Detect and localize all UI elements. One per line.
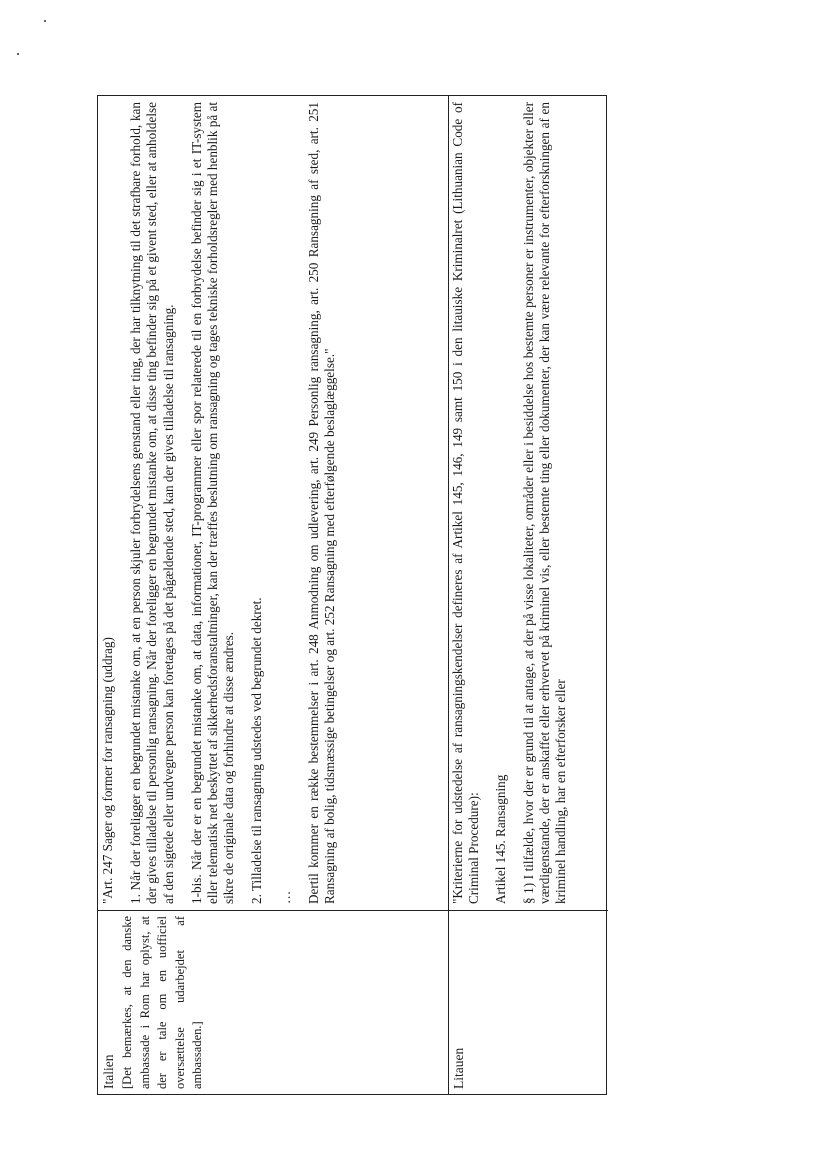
paragraph-2: 2. Tilladelse til ransagning udstedes ved begrundet dekret.	[249, 597, 265, 904]
law-text-cell	[98, 96, 448, 910]
country-name: Italien	[101, 1054, 116, 1089]
law-text-cell	[448, 96, 608, 910]
country-cell	[98, 910, 448, 1094]
table-row-litauen	[448, 96, 608, 1094]
article-heading: "Art. 247 Sager og former for ransagning (uddrag)	[100, 637, 115, 904]
paragraph-1-bis: 1-bis. Når der er en begrundet mistanke om, at data, informationer, IT-programmer eller spor relaterede til en forbrydelse befinder sig i et IT-system eller telematisk net beskyttet af sikkerhedsforanstaltninger, kan der træffes beslutning om ransagning og tages tekniske forholdsregler med henblik på at sikre de originale data og forhindre at disse ændres.	[188, 102, 237, 904]
translation-note: [Det bemærkes, at den danske ambassade i Rom har oplyst, at der er tale om en uofficiel oversættelse udarbejdet af ambassaden.]	[120, 916, 204, 1089]
country-name: Litauen	[451, 1047, 466, 1089]
country-cell	[448, 910, 608, 1094]
ellipsis: …	[277, 890, 293, 904]
table-row-italien	[98, 96, 449, 1094]
paragraph-further-provisions: Dertil kommer en række bestemmelser i art. 248 Anmodning om udlevering, art. 249 Personlig ransagning, art. 250 Ransagning af sted, art. 251 Ransagning af bolig, tidsmæssige betingelser og art. 252 Ransagning med efterfølgende beslaglæggelse."	[305, 102, 338, 904]
paragraph-1: 1. Når der foreligger en begrundet mistanke om, at en person skjuler forbrydelsens genstand eller ting, der har tilknytning til det strafbare forhold, kan der gives tilladelse til personlig ransagning. Når der foreligger en begrundet mistanke om, at disse ting befinder sig på et givent sted, eller at anholdelse af den sigtede eller undvegne person kan foretages på det pågældende sted, kan der gives tilladelse til ransagning.	[128, 102, 176, 904]
article-145-heading: Artikel 145. Ransagning	[493, 774, 509, 904]
scan-speck	[44, 20, 46, 22]
document-table	[97, 95, 607, 1095]
criteria-intro: "Kriterierne for udstedelse af ransagningskendelser defineres af Artikel 145, 146, 149 samt 150 i den litauiske Kriminalret (Lithuanian Code of Criminal Procedure):	[450, 102, 482, 904]
scan-speck	[17, 53, 19, 55]
section-1-text: § 1) I tilfælde, hvor der er grund til at antage, at der på visse lokaliteter, områder eller i besiddelse hos bestemte personer er instrumenter, objekter eller værdigenstande, der er anskaffet eller erhvervet på kriminel vis, eller bestemte ting eller dokumenter, der kan være relevante for efterforskningen af en kriminel handling, har en efterforsker eller	[520, 102, 569, 904]
